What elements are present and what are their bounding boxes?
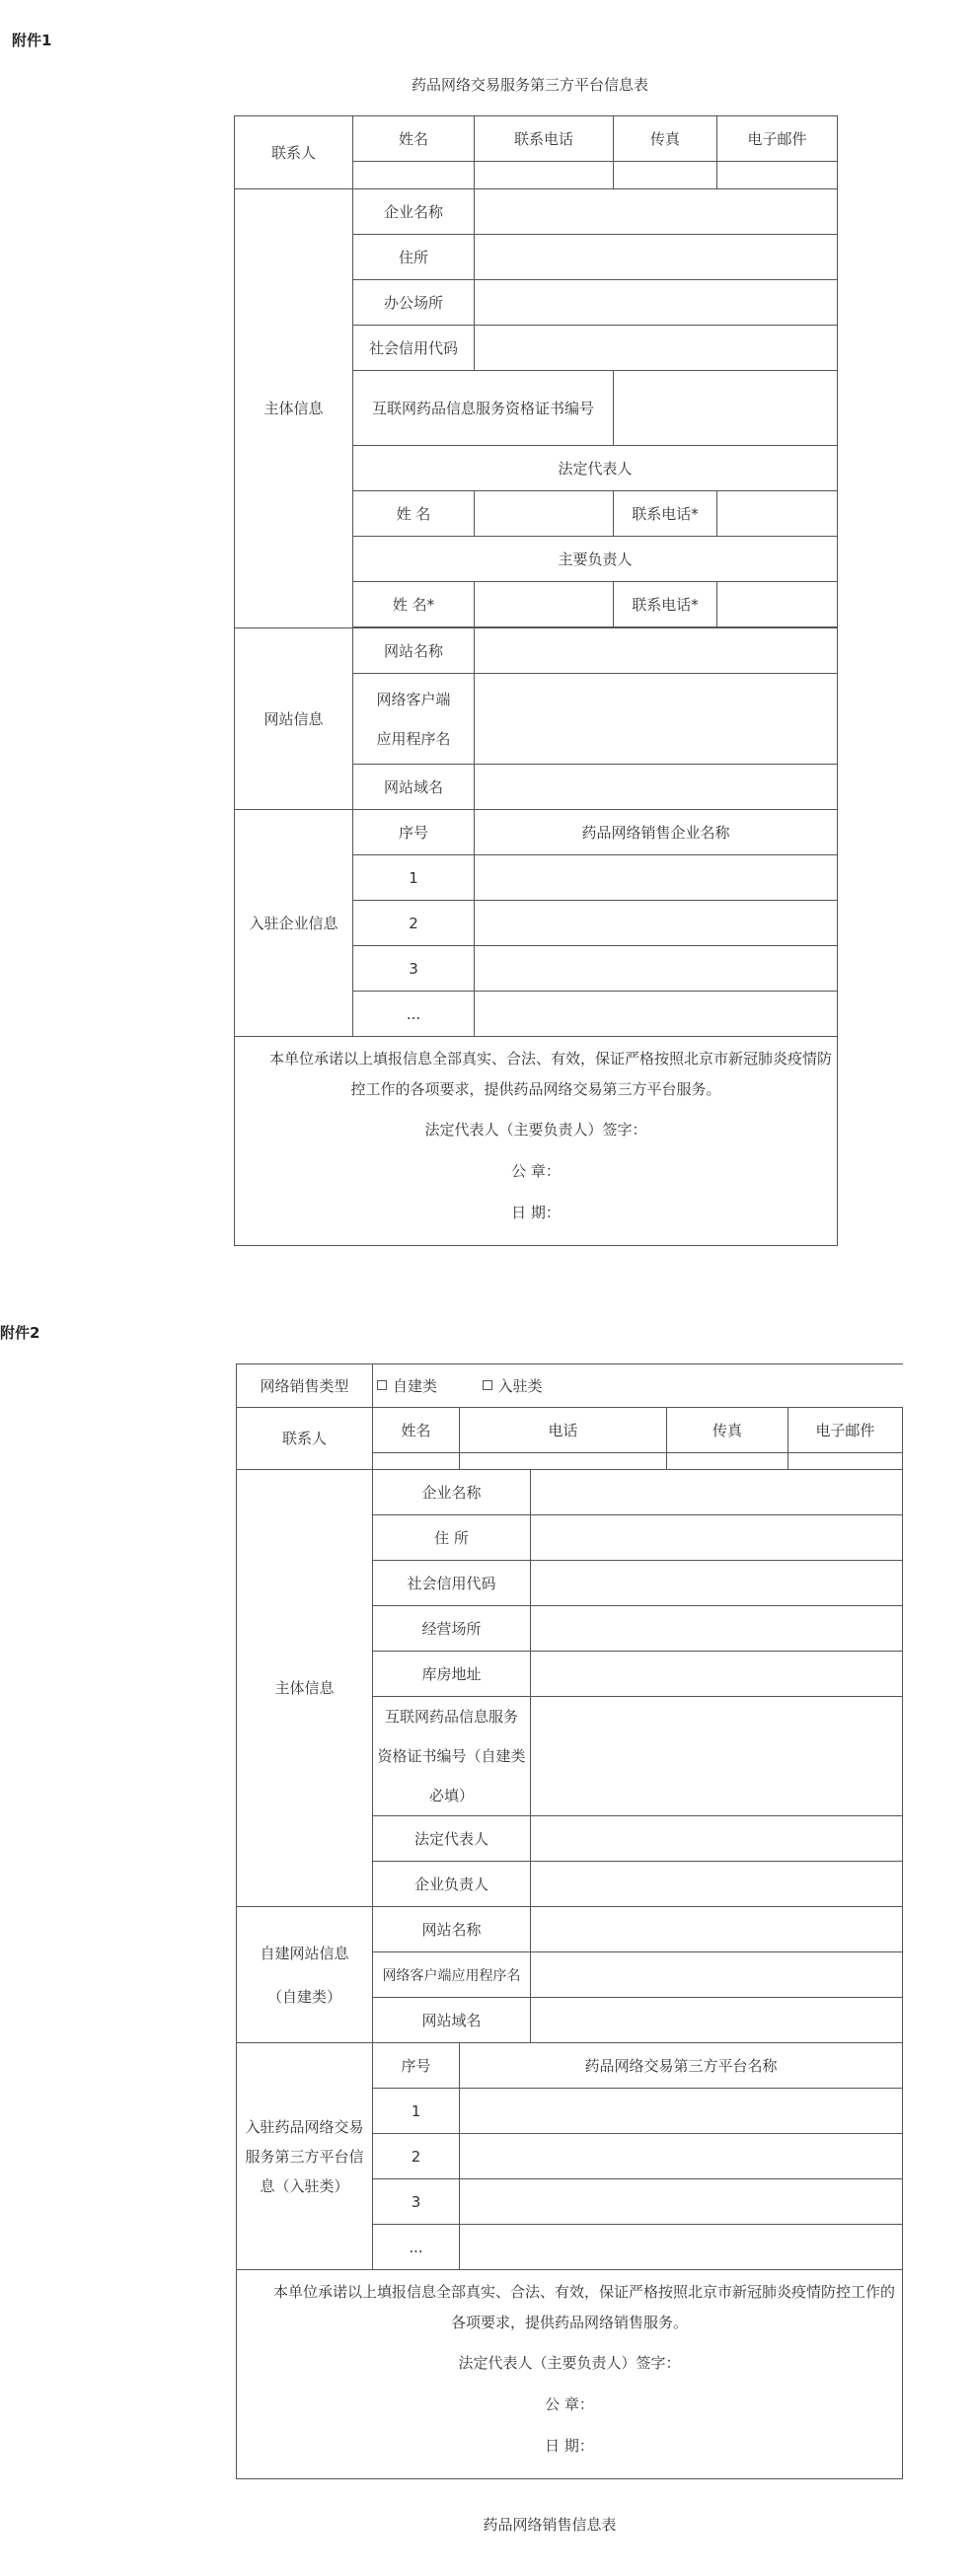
principal-phone-field[interactable]: [717, 582, 838, 627]
signature-label: 法定代表人（主要负责人）签字：: [424, 1120, 647, 1139]
app-name-label: 网络客户端应用程序名: [373, 1952, 531, 1998]
contact-phone-field[interactable]: [460, 1453, 667, 1470]
pledge-section: [235, 1037, 838, 1246]
app-name-field[interactable]: [531, 1952, 903, 1998]
sales-type-options: [373, 1364, 903, 1408]
entrants-row-seq: 2: [353, 901, 475, 946]
contact-col-fax: 传真: [667, 1408, 788, 1453]
contact-name-field[interactable]: [353, 162, 475, 189]
site-name-field[interactable]: [475, 628, 838, 674]
entrants-seq-header: 序号: [353, 810, 475, 855]
date-label: 日 期：: [511, 1203, 561, 1221]
entrants-name-header: 药品网络销售企业名称: [475, 810, 838, 855]
option-resident[interactable]: [483, 1377, 543, 1395]
pledge-text: 本单位承诺以上填报信息全部真实、合法、有效，保证严格按照北京市新冠肺炎疫情防控工作的各项要求，提供药品网络交易第三方平台服务。: [269, 1049, 833, 1098]
principal-field[interactable]: [531, 1862, 903, 1907]
contact-email-field[interactable]: [717, 162, 838, 189]
cert-number-label: [373, 1697, 531, 1816]
credit-code-label: 社会信用代码: [373, 1561, 531, 1606]
principal-name-label: 姓 名*: [353, 582, 475, 627]
legal-rep-label: 法定代表人: [373, 1816, 531, 1862]
signature-line: [239, 2348, 900, 2378]
credit-code-field[interactable]: [531, 1561, 903, 1606]
office-label: 办公场所: [353, 280, 475, 326]
residence-label: 住 所: [373, 1515, 531, 1561]
checkbox-icon: [483, 1380, 492, 1390]
residence-label: 住所: [353, 235, 475, 280]
warehouse-field[interactable]: [531, 1652, 903, 1697]
site-name-field[interactable]: [531, 1907, 903, 1952]
premises-label: 经营场所: [373, 1606, 531, 1652]
cert-label-line3: 必填）: [428, 1787, 474, 1804]
contact-col-phone: 联系电话: [475, 116, 614, 162]
domain-label: 网站域名: [373, 1998, 531, 2043]
legal-rep-field[interactable]: [531, 1816, 903, 1862]
cert-label-line2: 资格证书编号（自建类: [377, 1747, 526, 1765]
attachment2-form-table: [236, 1363, 903, 2479]
date-line: [239, 2431, 900, 2461]
legal-rep-name-label: 姓 名: [353, 491, 475, 537]
contact-col-name: 姓名: [373, 1408, 460, 1453]
principal-name-field[interactable]: [475, 582, 614, 627]
attachment2-heading: 附件2: [0, 1324, 40, 1342]
seal-label: 公 章：: [545, 2394, 594, 2413]
contact-col-email: 电子邮件: [717, 116, 838, 162]
company-name-label: 企业名称: [373, 1470, 531, 1515]
cert-number-field[interactable]: [531, 1697, 903, 1816]
contact-col-email: 电子邮件: [788, 1408, 903, 1453]
cert-label-line1: 互联网药品信息服务: [384, 1708, 518, 1726]
contact-email-field[interactable]: [788, 1453, 903, 1470]
platforms-row-seq: 3: [373, 2179, 460, 2225]
app-name-label: [353, 674, 475, 765]
company-name-field[interactable]: [475, 189, 838, 235]
attachment1-title: 药品网络交易服务第三方平台信息表: [411, 76, 648, 94]
contact-phone-field[interactable]: [475, 162, 614, 189]
platforms-row-seq: 1: [373, 2089, 460, 2134]
credit-code-label: 社会信用代码: [353, 326, 475, 371]
principal-phone-label: 联系电话*: [614, 582, 717, 627]
legal-rep-phone-label: 联系电话*: [614, 491, 717, 537]
attachment1-form-table: [234, 115, 838, 1246]
platforms-row-seq: 2: [373, 2134, 460, 2179]
principal-label: 企业负责人: [373, 1862, 531, 1907]
entrants-row-field[interactable]: [475, 992, 838, 1037]
entrants-row-field[interactable]: [475, 946, 838, 992]
seal-line: [239, 2390, 900, 2419]
date-label: 日 期：: [545, 2436, 594, 2455]
domain-label: 网站域名: [353, 765, 475, 810]
legal-rep-name-field[interactable]: [475, 491, 614, 537]
residence-field[interactable]: [531, 1515, 903, 1561]
contact-col-fax: 传真: [614, 116, 717, 162]
site-name-label: 网站名称: [373, 1907, 531, 1952]
app-name-field[interactable]: [475, 674, 838, 765]
contact-name-field[interactable]: [373, 1453, 460, 1470]
company-name-label: 企业名称: [353, 189, 475, 235]
domain-field[interactable]: [531, 1998, 903, 2043]
website-label-line1: 自建网站信息: [260, 1944, 349, 1962]
contact-col-name: 姓名: [353, 116, 475, 162]
website-label-line2: （自建类）: [266, 1987, 341, 2006]
date-line: [237, 1198, 835, 1227]
entrants-row-seq: 3: [353, 946, 475, 992]
attachment1-heading: 附件1: [12, 32, 52, 49]
platforms-row-field[interactable]: [460, 2089, 903, 2134]
entrants-row-seq: 1: [353, 855, 475, 901]
option-self[interactable]: [377, 1377, 437, 1395]
credit-code-field[interactable]: [475, 326, 838, 371]
contact-col-phone: 电话: [460, 1408, 667, 1453]
entity-label: 主体信息: [235, 189, 353, 628]
sales-type-label: 网络销售类型: [237, 1364, 373, 1408]
platforms-row-seq: ...: [373, 2225, 460, 2270]
app-name-line2: 应用程序名: [376, 729, 451, 748]
pledge-section: [237, 2270, 903, 2479]
contact-label: 联系人: [235, 116, 353, 189]
principal-heading: 主要负责人: [353, 537, 838, 582]
seal-label: 公 章：: [511, 1161, 561, 1180]
website-label: [237, 1907, 373, 2043]
warehouse-label: 库房地址: [373, 1652, 531, 1697]
seal-line: [237, 1156, 835, 1186]
cert-number-field[interactable]: [614, 371, 838, 446]
signature-label: 法定代表人（主要负责人）签字：: [458, 2353, 681, 2372]
platforms-row-field[interactable]: [460, 2179, 903, 2225]
entrants-label: 入驻企业信息: [235, 810, 353, 1037]
legal-rep-heading: 法定代表人: [353, 446, 838, 491]
platforms-row-field[interactable]: [460, 2225, 903, 2270]
cert-number-label: 互联网药品信息服务资格证书编号: [353, 371, 614, 446]
company-name-field[interactable]: [531, 1470, 903, 1515]
entrants-row-field[interactable]: [475, 901, 838, 946]
entrants-row-seq: ...: [353, 992, 475, 1037]
platforms-row-field[interactable]: [460, 2134, 903, 2179]
site-name-label: 网站名称: [353, 628, 475, 674]
website-label: 网站信息: [235, 628, 353, 810]
domain-field[interactable]: [475, 765, 838, 810]
platforms-name-header: 药品网络交易第三方平台名称: [460, 2043, 903, 2089]
platforms-label: 入驻药品网络交易服务第三方平台信息（入驻类）: [237, 2043, 373, 2270]
signature-line: [237, 1115, 835, 1144]
app-name-line1: 网络客户端: [376, 690, 451, 708]
entity-label: 主体信息: [237, 1470, 373, 1907]
contact-label: 联系人: [237, 1408, 373, 1470]
contact-fax-field[interactable]: [614, 162, 717, 189]
option-resident-label: 入驻类: [497, 1376, 543, 1395]
office-field[interactable]: [475, 280, 838, 326]
platforms-seq-header: 序号: [373, 2043, 460, 2089]
contact-fax-field[interactable]: [667, 1453, 788, 1470]
residence-field[interactable]: [475, 235, 838, 280]
option-self-label: 自建类: [393, 1376, 438, 1395]
premises-field[interactable]: [531, 1606, 903, 1652]
entrants-row-field[interactable]: [475, 855, 838, 901]
checkbox-icon: [377, 1380, 387, 1390]
legal-rep-phone-field[interactable]: [717, 491, 838, 537]
pledge-text: 本单位承诺以上填报信息全部真实、合法、有效，保证严格按照北京市新冠肺炎疫情防控工作的各项要求，提供药品网络销售服务。: [273, 2282, 896, 2331]
footer-title: 药品网络销售信息表: [483, 2516, 617, 2534]
